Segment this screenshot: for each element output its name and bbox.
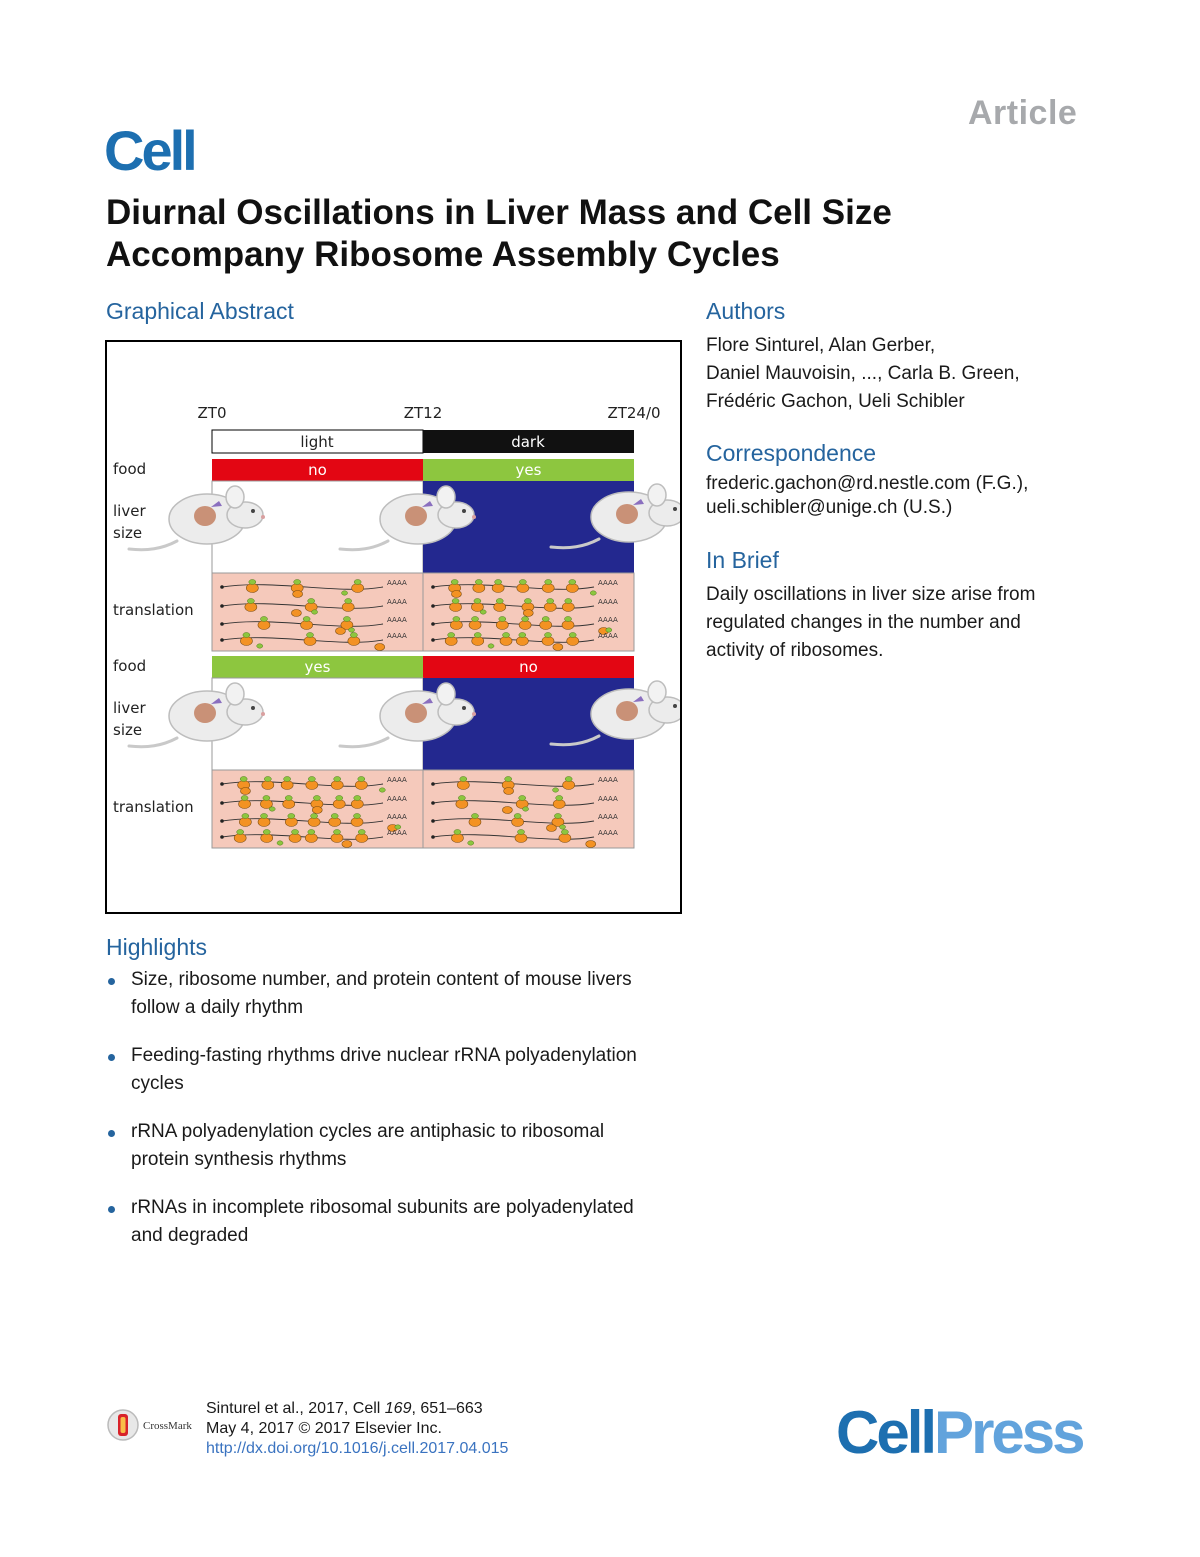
small-subunit-icon xyxy=(453,617,460,622)
food-day-label: no xyxy=(308,461,327,479)
ribosome-icon xyxy=(445,637,457,646)
highlight-item: Feeding-fasting rhythms drive nuclear rRNA polyadenylation cycles xyxy=(106,1042,686,1098)
translation-label: translation xyxy=(113,798,194,816)
small-subunit-icon xyxy=(308,830,315,835)
free-subunit-icon xyxy=(468,841,474,845)
in-brief-text xyxy=(706,581,1126,665)
ribosome-icon xyxy=(517,584,529,593)
food-night-label: no xyxy=(519,658,538,676)
free-ribosome-icon xyxy=(504,788,514,795)
graphical-abstract-diagram xyxy=(107,342,680,912)
ribosome-icon xyxy=(562,621,574,630)
ribosome-icon xyxy=(542,584,554,593)
citation-line: Sinturel et al., 2017, Cell 169, 651–663 xyxy=(206,1400,483,1417)
small-subunit-icon xyxy=(303,617,310,622)
zt12-label: ZT12 xyxy=(403,404,443,422)
ribosome-icon xyxy=(306,781,318,790)
small-subunit-icon xyxy=(354,796,361,801)
journal-logo: Cell xyxy=(104,119,195,182)
small-subunit-icon xyxy=(307,633,314,638)
small-subunit-icon xyxy=(240,777,247,782)
correspondence-heading: Correspondence xyxy=(706,440,877,466)
small-subunit-icon xyxy=(569,633,576,638)
highlight-item: rRNA polyadenylation cycles are antiphasic to ribosomal protein synthesis rhythms xyxy=(106,1118,686,1174)
authors-line: Flore Sinturel, Alan Gerber, xyxy=(706,335,936,356)
free-ribosome-icon xyxy=(342,841,352,848)
polya-tail: AAAA xyxy=(387,813,407,821)
light-label: light xyxy=(300,433,334,451)
free-ribosome-icon xyxy=(312,807,322,814)
ribosome-icon xyxy=(246,584,258,593)
small-subunit-icon xyxy=(547,599,554,604)
food-night-label: yes xyxy=(515,461,542,479)
small-subunit-icon xyxy=(308,777,315,782)
small-subunit-icon xyxy=(292,830,299,835)
ribosome-icon xyxy=(262,781,274,790)
ribosome-icon xyxy=(469,818,481,827)
polya-tail: AAAA xyxy=(598,813,618,821)
polya-tail: AAAA xyxy=(598,579,618,587)
small-subunit-icon xyxy=(263,796,270,801)
ribosome-icon xyxy=(544,603,556,612)
ribosome-icon xyxy=(351,818,363,827)
free-ribosome-icon xyxy=(523,610,533,617)
small-subunit-icon xyxy=(358,830,365,835)
small-subunit-icon xyxy=(343,617,350,622)
ribosome-icon xyxy=(331,781,343,790)
small-subunit-icon xyxy=(247,599,254,604)
small-subunit-icon xyxy=(260,617,267,622)
ribosome-icon xyxy=(352,584,364,593)
highlight-item: rRNAs in incomplete ribosomal subunits are polyadenylated and degraded xyxy=(106,1194,686,1250)
in-brief-line: activity of ribosomes. xyxy=(706,640,884,661)
date-line: May 4, 2017 © 2017 Elsevier Inc. xyxy=(206,1420,442,1437)
free-subunit-icon xyxy=(590,591,596,595)
small-subunit-icon xyxy=(524,599,531,604)
free-subunit-icon xyxy=(488,644,494,648)
paper-title: Diurnal Oscillations in Liver Mass and Cell Size Accompany Ribosome Assembly Cycles xyxy=(106,193,892,274)
small-subunit-icon xyxy=(471,814,478,819)
free-subunit-icon xyxy=(379,788,385,792)
polya-tail: AAAA xyxy=(387,829,407,837)
dark-label: dark xyxy=(511,433,545,451)
small-subunit-icon xyxy=(505,777,512,782)
ribosome-icon xyxy=(450,603,462,612)
small-subunit-icon xyxy=(503,633,510,638)
small-subunit-icon xyxy=(496,599,503,604)
small-subunit-icon xyxy=(263,830,270,835)
ribosome-icon xyxy=(351,800,363,809)
small-subunit-icon xyxy=(242,814,249,819)
small-subunit-icon xyxy=(522,617,529,622)
crossmark-icon[interactable] xyxy=(106,1408,140,1442)
polya-tail: AAAA xyxy=(598,829,618,837)
small-subunit-icon xyxy=(261,814,268,819)
ribosome-icon xyxy=(329,818,341,827)
highlight-item: Size, ribosome number, and protein content of mouse livers follow a daily rhythm xyxy=(106,966,686,1022)
free-subunit-icon xyxy=(277,841,283,845)
ribosome-icon xyxy=(239,800,251,809)
small-subunit-icon xyxy=(333,830,340,835)
free-ribosome-icon xyxy=(293,591,303,598)
ribosome-icon xyxy=(258,621,270,630)
graphical-abstract-heading: Graphical Abstract xyxy=(106,298,294,324)
free-ribosome-icon xyxy=(451,591,461,598)
food-label: food xyxy=(113,657,147,675)
in-brief-line: Daily oscillations in liver size arise from xyxy=(706,584,1036,605)
free-subunit-icon xyxy=(480,610,486,614)
small-subunit-icon xyxy=(241,796,248,801)
small-subunit-icon xyxy=(311,814,318,819)
polya-tail: AAAA xyxy=(387,579,407,587)
small-subunit-icon xyxy=(554,814,561,819)
ribosome-icon xyxy=(567,637,579,646)
small-subunit-icon xyxy=(350,633,357,638)
small-subunit-icon xyxy=(565,777,572,782)
crossmark-label: CrossMark xyxy=(143,1420,192,1432)
small-subunit-icon xyxy=(545,580,552,585)
liver-icon xyxy=(194,506,216,526)
polya-tail: AAAA xyxy=(598,616,618,624)
ribosome-icon xyxy=(512,818,524,827)
small-subunit-icon xyxy=(519,633,526,638)
small-subunit-icon xyxy=(514,814,521,819)
authors-heading: Authors xyxy=(706,298,786,324)
polya-tail: AAAA xyxy=(598,632,618,640)
small-subunit-icon xyxy=(544,633,551,638)
small-subunit-icon xyxy=(474,599,481,604)
ribosome-icon xyxy=(289,834,301,843)
ribosome-icon xyxy=(348,637,360,646)
ribosome-icon xyxy=(356,834,368,843)
ribosome-icon xyxy=(342,603,354,612)
liver-label: liver xyxy=(113,502,146,520)
liver-icon xyxy=(405,703,427,723)
size-label: size xyxy=(113,721,143,739)
in-brief-heading: In Brief xyxy=(706,547,779,573)
ribosome-icon xyxy=(516,637,528,646)
polya-tail: AAAA xyxy=(387,776,407,784)
free-subunit-icon xyxy=(257,644,263,648)
small-subunit-icon xyxy=(454,830,461,835)
ribosome-icon xyxy=(331,834,343,843)
small-subunit-icon xyxy=(460,777,467,782)
ribosome-icon xyxy=(496,621,508,630)
small-subunit-icon xyxy=(448,633,455,638)
free-ribosome-icon xyxy=(335,628,345,635)
ribosome-icon xyxy=(473,584,485,593)
graphical-abstract-figure xyxy=(105,340,682,914)
ribosome-icon xyxy=(542,637,554,646)
zt24-label: ZT24/0 xyxy=(607,404,661,422)
zt0-label: ZT0 xyxy=(197,404,227,422)
size-label: size xyxy=(113,524,143,542)
small-subunit-icon xyxy=(358,777,365,782)
ribosome-icon xyxy=(234,834,246,843)
ribosome-icon xyxy=(304,637,316,646)
cellpress-logo: CellPress xyxy=(836,1399,1083,1466)
small-subunit-icon xyxy=(354,580,361,585)
ribosome-icon xyxy=(283,800,295,809)
small-subunit-icon xyxy=(345,599,352,604)
ribosome-icon xyxy=(494,603,506,612)
ribosome-icon xyxy=(281,781,293,790)
free-subunit-icon xyxy=(269,807,275,811)
free-ribosome-icon xyxy=(240,788,250,795)
small-subunit-icon xyxy=(519,796,526,801)
small-subunit-icon xyxy=(499,617,506,622)
ribosome-icon xyxy=(305,834,317,843)
ribosome-icon xyxy=(456,800,468,809)
ribosome-icon xyxy=(308,818,320,827)
small-subunit-icon xyxy=(285,796,292,801)
liver-icon xyxy=(616,504,638,524)
ribosome-icon xyxy=(285,818,297,827)
highlights-list xyxy=(106,966,686,1270)
small-subunit-icon xyxy=(569,580,576,585)
free-ribosome-icon xyxy=(375,644,385,651)
free-ribosome-icon xyxy=(502,807,512,814)
polya-tail: AAAA xyxy=(598,776,618,784)
small-subunit-icon xyxy=(237,830,244,835)
ribosome-icon xyxy=(563,781,575,790)
feeding-night-panel xyxy=(113,459,680,651)
liver-label: liver xyxy=(113,699,146,717)
small-subunit-icon xyxy=(565,599,572,604)
ribosome-icon xyxy=(450,621,462,630)
doi-link[interactable]: http://dx.doi.org/10.1016/j.cell.2017.04.015 xyxy=(206,1440,509,1457)
liver-icon xyxy=(616,701,638,721)
free-ribosome-icon xyxy=(291,610,301,617)
small-subunit-icon xyxy=(313,796,320,801)
small-subunit-icon xyxy=(354,814,361,819)
small-subunit-icon xyxy=(565,617,572,622)
small-subunit-icon xyxy=(542,617,549,622)
authors-list xyxy=(706,332,1126,416)
translation-label: translation xyxy=(113,601,194,619)
correspondence-block xyxy=(706,472,1126,520)
small-subunit-icon xyxy=(284,777,291,782)
ribosome-icon xyxy=(553,800,565,809)
liver-icon xyxy=(194,703,216,723)
free-ribosome-icon xyxy=(553,644,563,651)
ribosome-icon xyxy=(472,637,484,646)
small-subunit-icon xyxy=(519,580,526,585)
small-subunit-icon xyxy=(308,599,315,604)
feeding-day-panel xyxy=(113,656,680,848)
highlights-heading: Highlights xyxy=(106,934,207,960)
small-subunit-icon xyxy=(264,777,271,782)
ribosome-icon xyxy=(559,834,571,843)
small-subunit-icon xyxy=(475,580,482,585)
ribosome-icon xyxy=(333,800,345,809)
ribosome-icon xyxy=(519,621,531,630)
free-subunit-icon xyxy=(342,591,348,595)
food-day-label: yes xyxy=(304,658,331,676)
ribosome-icon xyxy=(566,584,578,593)
small-subunit-icon xyxy=(452,599,459,604)
small-subunit-icon xyxy=(561,830,568,835)
ribosome-icon xyxy=(239,818,251,827)
small-subunit-icon xyxy=(294,580,301,585)
polya-tail: AAAA xyxy=(387,632,407,640)
small-subunit-icon xyxy=(451,580,458,585)
small-subunit-icon xyxy=(472,617,479,622)
free-ribosome-icon xyxy=(586,841,596,848)
ribosome-icon xyxy=(540,621,552,630)
liver-icon xyxy=(405,506,427,526)
ribosome-icon xyxy=(500,637,512,646)
small-subunit-icon xyxy=(556,796,563,801)
small-subunit-icon xyxy=(243,633,250,638)
small-subunit-icon xyxy=(331,814,338,819)
small-subunit-icon xyxy=(495,580,502,585)
small-subunit-icon xyxy=(518,830,525,835)
ribosome-icon xyxy=(451,834,463,843)
authors-line: Daniel Mauvoisin, ..., Carla B. Green, xyxy=(706,363,1020,384)
free-subunit-icon xyxy=(349,628,355,632)
free-ribosome-icon xyxy=(546,825,556,832)
small-subunit-icon xyxy=(249,580,256,585)
food-label: food xyxy=(113,460,147,478)
free-subunit-icon xyxy=(553,788,559,792)
polya-tail: AAAA xyxy=(598,795,618,803)
in-brief-line: regulated changes in the number and xyxy=(706,612,1021,633)
article-type-label: Article xyxy=(968,94,1078,132)
correspondence-email[interactable]: ueli.schibler@unige.ch (U.S.) xyxy=(706,497,953,518)
polya-tail: AAAA xyxy=(598,598,618,606)
ribosome-icon xyxy=(240,637,252,646)
polya-tail: AAAA xyxy=(387,598,407,606)
small-subunit-icon xyxy=(336,796,343,801)
ribosome-icon xyxy=(457,781,469,790)
free-subunit-icon xyxy=(560,825,566,829)
citation-block xyxy=(206,1399,626,1459)
ribosome-icon xyxy=(261,834,273,843)
ribosome-icon xyxy=(258,818,270,827)
ribosome-icon xyxy=(469,621,481,630)
small-subunit-icon xyxy=(458,796,465,801)
polya-tail: AAAA xyxy=(387,616,407,624)
small-subunit-icon xyxy=(474,633,481,638)
ribosome-icon xyxy=(355,781,367,790)
small-subunit-icon xyxy=(288,814,295,819)
ribosome-icon xyxy=(245,603,257,612)
small-subunit-icon xyxy=(334,777,341,782)
polya-tail: AAAA xyxy=(387,795,407,803)
ribosome-icon xyxy=(492,584,504,593)
authors-line: Frédéric Gachon, Ueli Schibler xyxy=(706,391,965,412)
ribosome-icon xyxy=(301,621,313,630)
ribosome-icon xyxy=(515,834,527,843)
ribosome-icon xyxy=(562,603,574,612)
free-subunit-icon xyxy=(523,807,529,811)
free-subunit-icon xyxy=(312,610,318,614)
correspondence-email[interactable]: frederic.gachon@rd.nestle.com (F.G.), xyxy=(706,473,1029,494)
